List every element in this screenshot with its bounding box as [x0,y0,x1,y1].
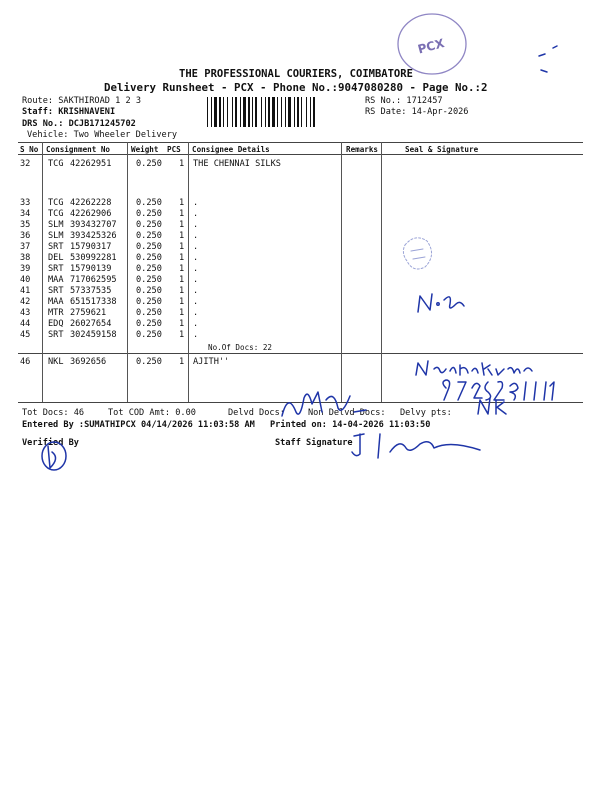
company-name: THE PROFESSIONAL COURIERS, COIMBATORE [179,68,413,80]
barcode-bar [223,97,224,127]
col-divider [42,142,43,402]
cell-consignee: . [193,319,199,329]
cell-weight: 0.250 [136,275,162,285]
cell-consignment-number: 3692656 [70,357,107,367]
cell-consignment-number: 393425326 [70,231,117,241]
cell-pcs: 1 [179,264,185,274]
barcode-bar [211,97,212,127]
cell-consignment-code: SLM [48,220,64,230]
cell-consignment-number: 2759621 [70,308,107,318]
verified-by-label: Verified By [22,438,79,448]
non-delivered-docs: Non Delvd Docs: [308,408,386,418]
cell-sno: 40 [20,275,31,285]
group-doc-count: No.Of Docs: 22 [208,343,273,352]
barcode-bar [301,97,302,127]
barcode-bar [252,97,253,127]
cell-weight: 0.250 [136,159,162,169]
table-header-rule [18,154,583,155]
cell-pcs: 1 [179,319,185,329]
barcode-bar [297,97,299,127]
cell-consignment-code: SRT [48,330,64,340]
cell-sno: 35 [20,220,31,230]
barcode-bar [313,97,315,127]
cell-weight: 0.250 [136,198,162,208]
col-header-pcs: PCS [167,145,181,154]
cell-consignment-number: 530992281 [70,253,117,263]
barcode-bar [235,97,237,127]
barcode-bar [277,97,278,127]
ink-smudge [395,225,445,285]
table-top-rule [18,142,583,143]
cell-consignment-number: 717062595 [70,275,117,285]
cell-sno: 44 [20,319,31,329]
cell-consignment-number: 393432707 [70,220,117,230]
runsheet-title: Delivery Runsheet - PCX - Phone No.:9047080280 - Page No.:2 [104,81,488,94]
barcode-bar [243,97,246,127]
barcode-bar [261,97,262,127]
cell-consignment-code: TCG [48,198,64,208]
cell-weight: 0.250 [136,242,162,252]
cell-pcs: 1 [179,209,185,219]
cell-sno: 33 [20,198,31,208]
barcode [207,97,360,127]
cell-consignment-code: MTR [48,308,64,318]
cell-pcs: 1 [179,308,185,318]
cell-weight: 0.250 [136,286,162,296]
rs-number: RS No.: 1712457 [365,96,443,106]
cell-sno: 34 [20,209,31,219]
cell-consignee: THE CHENNAI SILKS [193,159,281,169]
cell-weight: 0.250 [136,231,162,241]
cell-consignment-number: 57337535 [70,286,112,296]
drs-number: DRS No.: DCJB171245702 [22,119,136,129]
cell-pcs: 1 [179,198,185,208]
cell-pcs: 1 [179,220,185,230]
cell-consignment-number: 651517338 [70,297,117,307]
cell-pcs: 1 [179,357,185,367]
corner-pen-marks [535,42,565,82]
cell-pcs: 1 [179,275,185,285]
barcode-bar [288,97,291,127]
cell-sno: 41 [20,286,31,296]
stamp-text: PCX [416,36,446,57]
cell-pcs: 1 [179,231,185,241]
col-divider [188,142,189,402]
col-header-sno: S No [20,145,39,154]
cell-sno: 46 [20,357,31,367]
route-label: Route: SAKTHIROAD 1 2 3 [22,96,141,106]
cell-consignee: . [193,209,199,219]
staff-label: Staff: KRISHNAVENI [22,107,116,117]
cell-consignee: . [193,286,199,296]
cell-sno: 38 [20,253,31,263]
cell-consignment-code: MAA [48,297,64,307]
barcode-bar [227,97,228,127]
col-header-weight: Weight [131,145,159,154]
cell-weight: 0.250 [136,297,162,307]
cell-consignee: . [193,264,199,274]
cell-consignment-code: TCG [48,209,64,219]
barcode-bar [310,97,311,127]
cell-consignee: . [193,242,199,252]
cell-sno: 32 [20,159,31,169]
barcode-bar [207,97,208,127]
cell-consignment-number: 42262951 [70,159,112,169]
cell-sno: 45 [20,330,31,340]
barcode-bar [272,97,275,127]
cell-weight: 0.250 [136,357,162,367]
cell-consignment-number: 42262906 [70,209,112,219]
cell-consignment-code: MAA [48,275,64,285]
barcode-bar [285,97,286,127]
cell-weight: 0.250 [136,209,162,219]
printed-on: Printed on: 14-04-2026 11:03:50 [270,420,431,430]
cell-consignment-code: SRT [48,242,64,252]
cell-consignment-code: EDQ [48,319,64,329]
cell-sno: 42 [20,297,31,307]
cell-consignment-number: 15790317 [70,242,112,252]
cell-consignee: . [193,220,199,230]
col-header-consignment: Consignment No [46,145,111,154]
col-divider [341,142,342,402]
cell-consignee: . [193,308,199,318]
cell-consignee: . [193,275,199,285]
barcode-bar [255,97,257,127]
total-cod-amount: Tot COD Amt: 0.00 [108,408,196,418]
cell-pcs: 1 [179,253,185,263]
cell-consignment-number: 302459158 [70,330,117,340]
recipient-signature-1 [414,290,474,320]
cell-consignment-code: NKL [48,357,64,367]
total-docs: Tot Docs: 46 [22,408,85,418]
cell-consignment-code: TCG [48,159,64,169]
cell-pcs: 1 [179,330,185,340]
barcode-bar [214,97,217,127]
cell-weight: 0.250 [136,253,162,263]
cell-weight: 0.250 [136,308,162,318]
cell-pcs: 1 [179,159,185,169]
col-header-remarks: Remarks [346,145,379,154]
col-header-seal: Seal & Signature [405,145,479,154]
cell-sno: 39 [20,264,31,274]
verifier-signature [30,438,80,478]
vehicle-label: Vehicle: Two Wheeler Delivery [27,130,178,140]
cell-consignment-code: DEL [48,253,64,263]
barcode-bar [281,97,282,127]
cell-sno: 36 [20,231,31,241]
cell-consignee: . [193,330,199,340]
cell-consignment-number: 15790139 [70,264,112,274]
cell-pcs: 1 [179,242,185,252]
cell-consignment-code: SRT [48,264,64,274]
col-divider [127,142,128,402]
cell-consignment-code: SRT [48,286,64,296]
cell-weight: 0.250 [136,319,162,329]
cell-weight: 0.250 [136,330,162,340]
staff-signature-label: Staff Signature [275,438,353,448]
cell-pcs: 1 [179,297,185,307]
staff-signature [350,430,490,462]
cell-consignee: . [193,253,199,263]
cell-sno: 43 [20,308,31,318]
cell-sno: 37 [20,242,31,252]
cell-weight: 0.250 [136,220,162,230]
cell-consignment-code: SLM [48,231,64,241]
cell-consignee: . [193,198,199,208]
staff-scribble [278,382,373,424]
delivered-docs: Delvd Docs: [228,408,285,418]
barcode-bar [232,97,233,127]
barcode-bar [248,97,250,127]
barcode-bar [265,97,266,127]
col-header-consignee: Consignee Details [192,145,270,154]
handwritten-initials [474,396,514,421]
cell-consignment-number: 42262228 [70,198,112,208]
entered-by: Entered By :SUMATHIPCX 04/14/2026 11:03:58 AM [22,420,255,430]
rs-date: RS Date: 14-Apr-2026 [365,107,469,117]
col-divider [381,142,382,402]
cell-consignee: . [193,297,199,307]
barcode-bar [240,97,241,127]
barcode-bar [306,97,307,127]
barcode-bar [219,97,221,127]
cell-consignment-number: 26027654 [70,319,112,329]
cell-consignee: AJITH'' [193,357,230,367]
barcode-bar [268,97,270,127]
cell-pcs: 1 [179,286,185,296]
cell-consignee: . [193,231,199,241]
group-rule [18,353,583,354]
cell-weight: 0.250 [136,264,162,274]
delivery-points: Delvy pts: [400,408,452,418]
barcode-bar [294,97,295,127]
